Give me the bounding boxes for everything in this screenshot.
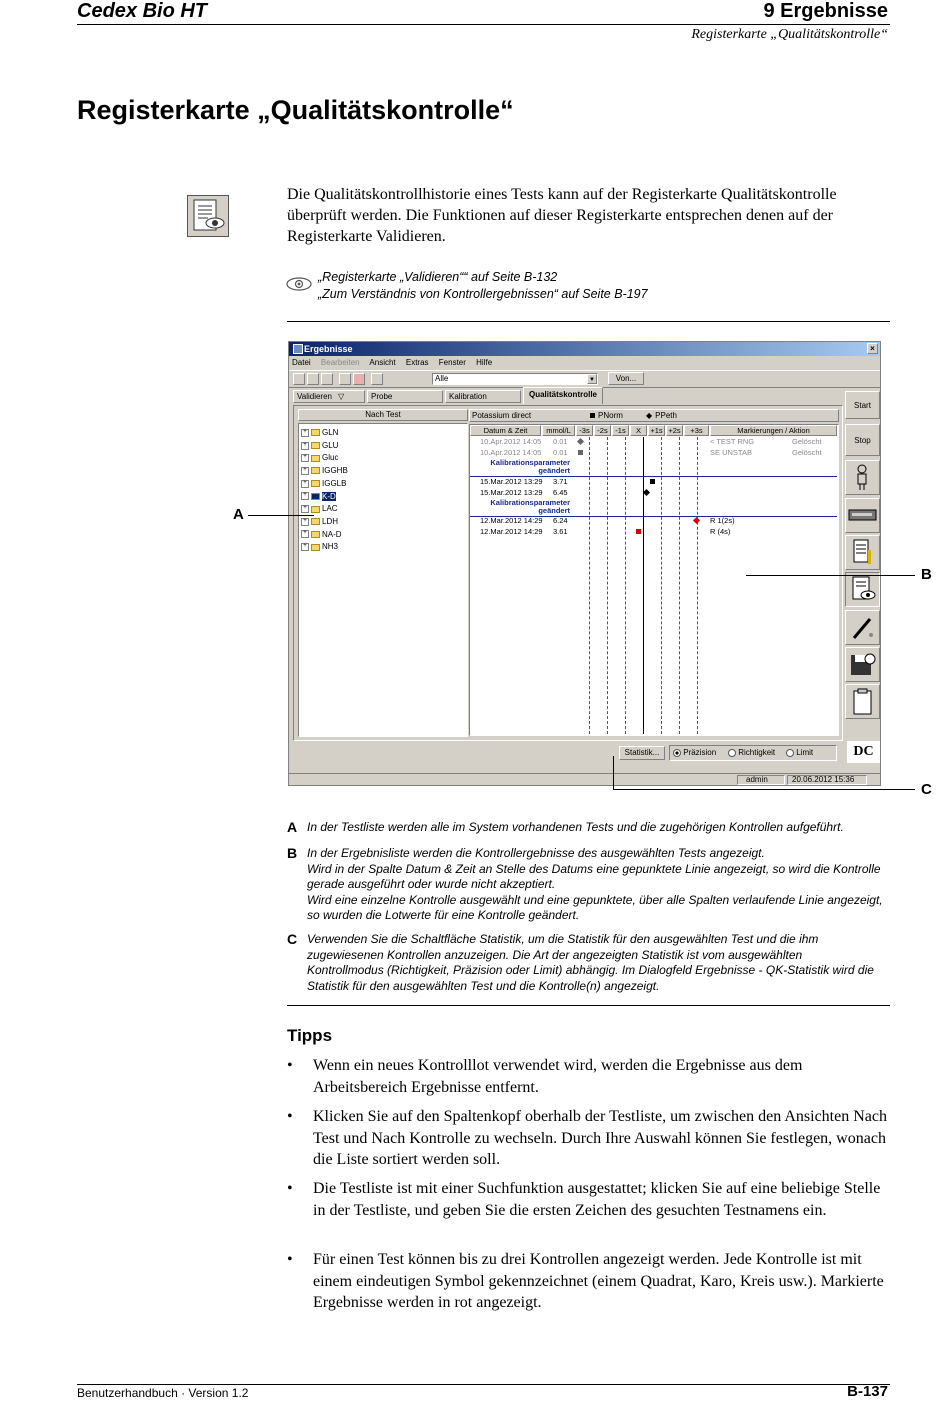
- toolbar-edit-icon[interactable]: [321, 373, 333, 385]
- test-list[interactable]: [298, 423, 468, 737]
- folder-icon: [311, 480, 320, 487]
- pipette-icon[interactable]: [845, 610, 880, 645]
- dc-logo: DC: [847, 741, 880, 763]
- legend-pnorm-label: PNorm: [598, 411, 623, 420]
- test-name: NH3: [322, 542, 339, 552]
- diamond-marker-icon: ◆: [646, 411, 653, 420]
- intro-paragraph: Die Qualitätskontrollhistorie eines Tests kann auf der Registerkarte Qualitätskontrolle überprüft werden. Die Funktionen auf dieser Registerkarte entsprechen denen auf der Registerkarte Validieren.: [287, 186, 837, 245]
- tip-item: [287, 1249, 887, 1314]
- close-icon[interactable]: ×: [867, 343, 878, 354]
- app-icon: [293, 344, 303, 354]
- tip-text: Die Testliste ist mit einer Suchfunktion ausgestattet; klicken Sie auf eine beliebige Stelle in der Testliste, und geben Sie die ersten Zeichen des gesuchten Testnamens ein.: [313, 1180, 881, 1219]
- bullet-icon: •: [287, 1180, 293, 1197]
- folder-icon: [311, 455, 320, 462]
- expand-icon[interactable]: +: [301, 492, 309, 500]
- status-datetime: 20.06.2012 15:36: [787, 775, 867, 785]
- result-date: 12.Mar.2012 14:29: [480, 516, 543, 525]
- result-date: 15.Mar.2012 13:29: [480, 488, 543, 497]
- toolbar-filter-icon[interactable]: [371, 373, 383, 385]
- legend-pnorm: [590, 411, 623, 420]
- test-name: Gluc: [322, 453, 339, 463]
- sd-gridline: [625, 437, 626, 734]
- radio-richtigkeit-label: Richtigkeit: [738, 748, 776, 757]
- expand-icon[interactable]: +: [301, 505, 309, 513]
- expand-icon[interactable]: +: [301, 442, 309, 450]
- filter-dropdown[interactable]: [432, 373, 598, 385]
- window-title: Ergebnisse: [304, 344, 353, 354]
- result-date: 12.Mar.2012 14:29: [480, 527, 543, 536]
- result-value: 3.71: [553, 477, 568, 486]
- calibration-changed-line1: Kalibrationsparameter: [490, 498, 570, 507]
- toolbar-print-icon[interactable]: [339, 373, 351, 385]
- test-name: GLN: [322, 428, 339, 437]
- result-action: Gelöscht: [792, 448, 822, 457]
- result-value: 0.01: [553, 437, 568, 446]
- result-value: 6.45: [553, 488, 568, 497]
- sd-gridline: [679, 437, 680, 734]
- tab-qualitaetskontrolle[interactable]: Qualitätskontrolle: [523, 387, 603, 404]
- header-rule: [77, 24, 890, 25]
- column-header[interactable]: +3s: [684, 425, 709, 436]
- result-flag: < TEST RNG: [710, 437, 755, 446]
- tip-item: [287, 1106, 887, 1171]
- toolbar-chart-icon[interactable]: [307, 373, 319, 385]
- toolbar: [289, 370, 880, 388]
- expand-icon[interactable]: +: [301, 543, 309, 551]
- expand-icon[interactable]: +: [301, 429, 309, 437]
- expand-icon[interactable]: +: [301, 480, 309, 488]
- page-number: B-137: [847, 1383, 888, 1400]
- result-date: 15.Mar.2012 13:29: [480, 477, 543, 486]
- folder-icon: [311, 518, 320, 525]
- menu-extras[interactable]: Extras: [405, 358, 429, 367]
- radio-praezision-label: Präzision: [683, 748, 717, 757]
- menu-bar: [292, 358, 492, 368]
- tab-probe[interactable]: Probe: [367, 390, 443, 403]
- reference-list: [318, 269, 648, 303]
- result-column-headers: [470, 425, 837, 436]
- column-header[interactable]: -3s: [576, 425, 593, 436]
- test-list-item[interactable]: [301, 452, 338, 463]
- statistik-button[interactable]: Statistik...: [619, 746, 665, 760]
- tip-text: Klicken Sie auf den Spaltenkopf oberhalb der Testliste, um zwischen den Ansichten Nach Test und Nach Kontrolle zu wechseln. Durch Ihre Auswahl können Sie festlegen, wonach die Liste sortiert werden soll.: [313, 1108, 887, 1168]
- folder-icon: [311, 429, 320, 436]
- toolbar-check-icon[interactable]: [293, 373, 305, 385]
- folder-icon: [311, 544, 320, 551]
- footer-rule: [77, 1384, 890, 1385]
- square-marker-icon: [578, 450, 583, 455]
- column-header[interactable]: mmol/L: [542, 425, 575, 436]
- callout-c-line-h: [613, 789, 915, 790]
- stop-button[interactable]: Stop: [845, 424, 880, 456]
- tip-text: Wenn ein neues Kontrolllot verwendet wird, werden die Ergebnisse aus dem Arbeitsbereich Ergebnisse entfernt.: [313, 1057, 803, 1096]
- test-list-item[interactable]: [301, 427, 338, 438]
- column-header[interactable]: +2s: [666, 425, 683, 436]
- folder-icon: [311, 442, 320, 449]
- test-list-item[interactable]: [301, 503, 338, 514]
- diamond-marker-icon: [693, 517, 700, 524]
- status-user: admin: [737, 775, 785, 785]
- person-icon[interactable]: [845, 460, 880, 495]
- expand-icon[interactable]: +: [301, 530, 309, 538]
- callout-b-line: [746, 575, 915, 576]
- column-header[interactable]: X: [630, 425, 647, 436]
- mode-radio-group: [669, 745, 837, 761]
- figure-top-rule: [287, 321, 890, 322]
- section-subtitle: Registerkarte „Qualitätskontrolle“: [691, 27, 888, 42]
- caption-bottom-rule: [287, 1005, 890, 1006]
- result-value: 3.61: [553, 527, 568, 536]
- filter-value: Alle: [435, 374, 449, 383]
- radio-richtigkeit[interactable]: [728, 748, 775, 757]
- square-marker-icon: [590, 413, 595, 418]
- chapter-title: 9 Ergebnisse: [763, 0, 888, 22]
- legend-ppeth: [646, 411, 677, 420]
- bullet-icon: •: [287, 1251, 293, 1268]
- result-flag: R 1(2s): [710, 516, 735, 525]
- menu-datei[interactable]: Datei: [292, 358, 311, 367]
- calibration-change-line: [470, 476, 837, 477]
- tab-kalibration[interactable]: Kalibration: [445, 390, 521, 403]
- chevron-down-icon[interactable]: ▼: [587, 374, 597, 384]
- toolbar-alert-icon[interactable]: [353, 373, 365, 385]
- test-list-item[interactable]: [301, 478, 346, 489]
- radio-limit[interactable]: [786, 748, 813, 757]
- calibration-changed-line2: geändert: [538, 506, 570, 515]
- tip-item: [287, 1178, 887, 1221]
- test-name: IGGHB: [322, 466, 348, 476]
- caption-b-text: In der Ergebnisliste werden die Kontrollergebnisse des ausgewählten Tests angezeigt. Wird in der Spalte Datum & Zeit an Stelle des Datums eine gepunktete Linie angezeigt, so wird die Kontrolle gerade ausgeführt oder wurde nicht akzeptiert. Wird eine einzelne Kontrolle ausgewählt und eine gepunktete, über alle Spalten verlaufende Linie angezeigt, so wurden die Lotwerte für eine Kontrolle geändert.: [307, 846, 883, 922]
- folder-icon: [311, 467, 320, 474]
- page-title: Registerkarte „Qualitätskontrolle“: [77, 95, 514, 125]
- caption-c-text: Verwenden Sie die Schaltfläche Statistik, um die Statistik für den ausgewählten Test und die ihm zugewiesenen Kontrollen anzuzeigen. Die Art der angezeigten Statistik ist vom ausgewählten Kontrollmodus (Richtigkeit, Präzision oder Limit) abhängig. Im Dialogfeld Ergebnisse - QK-Statistik wird die Statistik für den ausgewählten Test und die Kontrolle(n) angezeigt.: [307, 932, 874, 993]
- result-date: 10.Apr.2012 14:05: [480, 448, 542, 457]
- test-name: K-D: [322, 491, 336, 501]
- window-titlebar: [289, 342, 880, 356]
- menu-bearbeiten[interactable]: Bearbeiten: [320, 358, 360, 367]
- analyzer-icon[interactable]: [845, 498, 880, 533]
- calibration-changed-line1: Kalibrationsparameter: [490, 458, 570, 467]
- callout-b: B: [921, 566, 932, 583]
- test-name: LAC: [322, 504, 338, 514]
- column-header[interactable]: -2s: [594, 425, 611, 436]
- test-list-item[interactable]: [301, 491, 336, 502]
- expand-icon[interactable]: +: [301, 467, 309, 475]
- result-rows: [470, 437, 837, 734]
- radio-limit-label: Limit: [796, 748, 814, 757]
- test-name: GLU: [322, 440, 339, 450]
- folder-icon: [311, 493, 320, 500]
- menu-fenster[interactable]: Fenster: [438, 358, 466, 367]
- tab-validieren-label: Validieren: [297, 392, 332, 401]
- qc-tab-icon: [187, 195, 229, 237]
- reference-link[interactable]: „Zum Verständnis von Kontrollergebnissen“ auf Seite B-197: [318, 287, 648, 301]
- eye-icon: [286, 276, 312, 297]
- tab-validieren[interactable]: [293, 390, 365, 403]
- expand-icon[interactable]: +: [301, 518, 309, 526]
- list-header-nach-test[interactable]: Nach Test: [298, 409, 468, 421]
- caption-a-text: In der Testliste werden alle im System vorhandenen Tests und die zugehörigen Kontrollen aufgeführt.: [307, 820, 844, 834]
- footer-manual-version: Benutzerhandbuch · Version 1.2: [77, 1386, 249, 1400]
- result-action: Gelöscht: [792, 437, 822, 446]
- folder-icon: [311, 531, 320, 538]
- sd-gridline: [643, 437, 644, 734]
- test-list-item[interactable]: [301, 440, 338, 451]
- bullet-icon: •: [287, 1108, 293, 1125]
- expand-icon[interactable]: +: [301, 454, 309, 462]
- tip-text: Für einen Test können bis zu drei Kontrollen angezeigt werden. Jede Kontrolle ist mit einem eindeutigen Symbol gekennzeichnet (einem Quadrat, Karo, Kreis usw.). Markierte Ergebnisse werden in rot angezeigt.: [313, 1251, 884, 1311]
- product-name: Cedex Bio HT: [77, 0, 208, 22]
- result-title: Potassium direct: [472, 411, 532, 420]
- qc-results-icon[interactable]: [845, 572, 880, 607]
- reference-link[interactable]: „Registerkarte „Validieren““ auf Seite B-132: [318, 270, 558, 284]
- result-value: 0.01: [553, 448, 568, 457]
- column-header[interactable]: Markierungen / Aktion: [710, 425, 837, 436]
- test-name: IGGLB: [322, 478, 347, 488]
- test-list-item[interactable]: [301, 541, 338, 552]
- test-name: NA-D: [322, 529, 342, 539]
- callout-c: C: [921, 781, 932, 798]
- caption-a-letter: A: [287, 819, 298, 835]
- tip-item: [287, 1055, 887, 1098]
- folder-icon: [311, 506, 320, 513]
- menu-ansicht[interactable]: Ansicht: [369, 358, 396, 367]
- result-flag: SE UNSTAB: [710, 448, 752, 457]
- calibration-changed-banner: [470, 459, 570, 475]
- test-name: LDH: [322, 516, 339, 526]
- status-bar: [289, 773, 880, 786]
- menu-hilfe[interactable]: Hilfe: [476, 358, 493, 367]
- column-header[interactable]: -1s: [612, 425, 629, 436]
- bullet-icon: •: [287, 1057, 293, 1074]
- clipboard-icon[interactable]: [845, 684, 880, 719]
- sd-gridline: [697, 437, 698, 734]
- tipps-heading: Tipps: [287, 1026, 333, 1045]
- callout-a-line: [248, 515, 314, 516]
- result-value: 6.24: [553, 516, 568, 525]
- callout-a: A: [233, 506, 244, 523]
- sd-gridline: [607, 437, 608, 734]
- square-marker-icon: [650, 479, 655, 484]
- result-date: 10.Apr.2012 14:05: [480, 437, 542, 446]
- results-list-icon[interactable]: [845, 535, 880, 570]
- diamond-marker-icon: [643, 489, 650, 496]
- square-marker-icon: [636, 529, 641, 534]
- column-header[interactable]: Datum & Zeit: [470, 425, 541, 436]
- test-list-item[interactable]: [301, 529, 342, 540]
- result-flag: R (4s): [710, 527, 731, 536]
- sd-gridline: [661, 437, 662, 734]
- result-legend-bar: [469, 409, 839, 422]
- von-button[interactable]: Von...: [608, 372, 644, 385]
- start-button[interactable]: Start: [845, 391, 880, 419]
- radio-praezision[interactable]: [673, 748, 716, 757]
- column-header[interactable]: +1s: [648, 425, 665, 436]
- caption-b-letter: B: [287, 845, 298, 861]
- test-list-item[interactable]: [301, 465, 348, 476]
- calibration-changed-banner: [470, 499, 570, 515]
- calibration-changed-line2: geändert: [538, 466, 570, 475]
- caption-c-letter: C: [287, 931, 298, 947]
- callout-c-line-v: [613, 756, 614, 789]
- results-window: [288, 341, 881, 786]
- legend-ppeth-label: PPeth: [655, 411, 677, 420]
- test-list-item[interactable]: [301, 516, 338, 527]
- save-disk-icon[interactable]: [845, 647, 880, 682]
- diamond-marker-icon: [577, 438, 584, 445]
- sd-gridline: [589, 437, 590, 734]
- filter-funnel-icon: ▽: [337, 392, 345, 401]
- calibration-change-line: [470, 516, 837, 517]
